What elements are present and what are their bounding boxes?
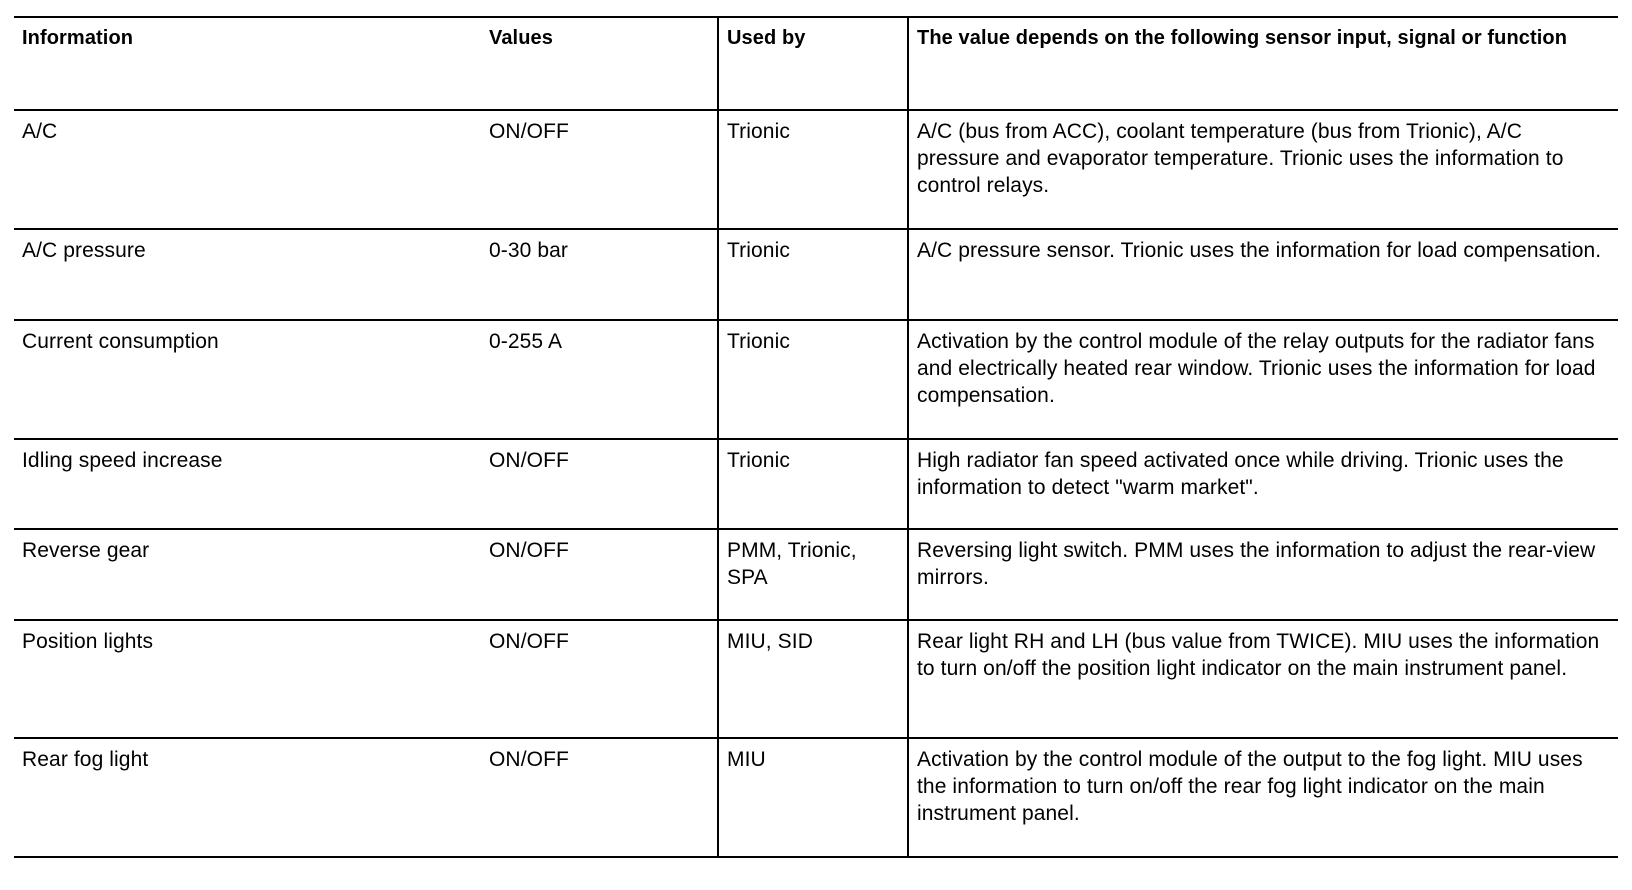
table-header-row bbox=[14, 17, 1618, 110]
cell-used-by: Trionic bbox=[718, 320, 908, 439]
table-row bbox=[14, 439, 1618, 529]
cell-depends-on: Rear light RH and LH (bus value from TWICE). MIU uses the information to turn on/off the position light indicator on the main instrument panel. bbox=[908, 620, 1618, 738]
table-row bbox=[14, 110, 1618, 229]
table-row bbox=[14, 529, 1618, 620]
header-depends-on: The value depends on the following sensor input, signal or function bbox=[908, 17, 1618, 110]
cell-values: ON/OFF bbox=[489, 630, 569, 653]
cell-depends-on: Reversing light switch. PMM uses the information to adjust the rear-view mirrors. bbox=[908, 529, 1618, 620]
cell-information: Reverse gear bbox=[22, 539, 150, 562]
cell-information: A/C bbox=[22, 120, 58, 143]
cell-used-by: Trionic bbox=[718, 439, 908, 529]
cell-used-by: MIU bbox=[718, 738, 908, 857]
cell-information: Idling speed increase bbox=[22, 449, 223, 472]
cell-used-by: Trionic bbox=[718, 110, 908, 229]
cell-used-by: PMM, Trionic, SPA bbox=[718, 529, 908, 620]
signal-information-table bbox=[14, 16, 1618, 858]
cell-depends-on: Activation by the control module of the output to the fog light. MIU uses the information to turn on/off the rear fog light indicator on the main instrument panel. bbox=[908, 738, 1618, 857]
cell-information: A/C pressure bbox=[22, 239, 146, 262]
cell-information: Rear fog light bbox=[22, 748, 149, 771]
cell-values: ON/OFF bbox=[489, 120, 569, 143]
header-information: Information bbox=[22, 27, 134, 49]
cell-used-by: Trionic bbox=[718, 229, 908, 320]
cell-values: ON/OFF bbox=[489, 539, 569, 562]
cell-information: Current consumption bbox=[22, 330, 219, 353]
cell-depends-on: A/C pressure sensor. Trionic uses the information for load compensation. bbox=[908, 229, 1618, 320]
cell-information: Position lights bbox=[22, 630, 154, 653]
cell-depends-on: A/C (bus from ACC), coolant temperature (bus from Trionic), A/C pressure and evaporator temperature. Trionic uses the information to control relays. bbox=[908, 110, 1618, 229]
cell-values: 0-255 A bbox=[489, 330, 563, 353]
table-row bbox=[14, 620, 1618, 738]
cell-used-by: MIU, SID bbox=[718, 620, 908, 738]
cell-depends-on: High radiator fan speed activated once while driving. Trionic uses the information to detect "warm market". bbox=[908, 439, 1618, 529]
header-used-by: Used by bbox=[718, 17, 908, 110]
cell-depends-on: Activation by the control module of the relay outputs for the radiator fans and electrically heated rear window. Trionic uses the information for load compensation. bbox=[908, 320, 1618, 439]
table-row bbox=[14, 320, 1618, 439]
cell-values: ON/OFF bbox=[489, 748, 569, 771]
table-row bbox=[14, 738, 1618, 857]
header-values: Values bbox=[489, 27, 553, 49]
cell-values: 0-30 bar bbox=[489, 239, 569, 262]
cell-values: ON/OFF bbox=[489, 449, 569, 472]
table-row bbox=[14, 229, 1618, 320]
